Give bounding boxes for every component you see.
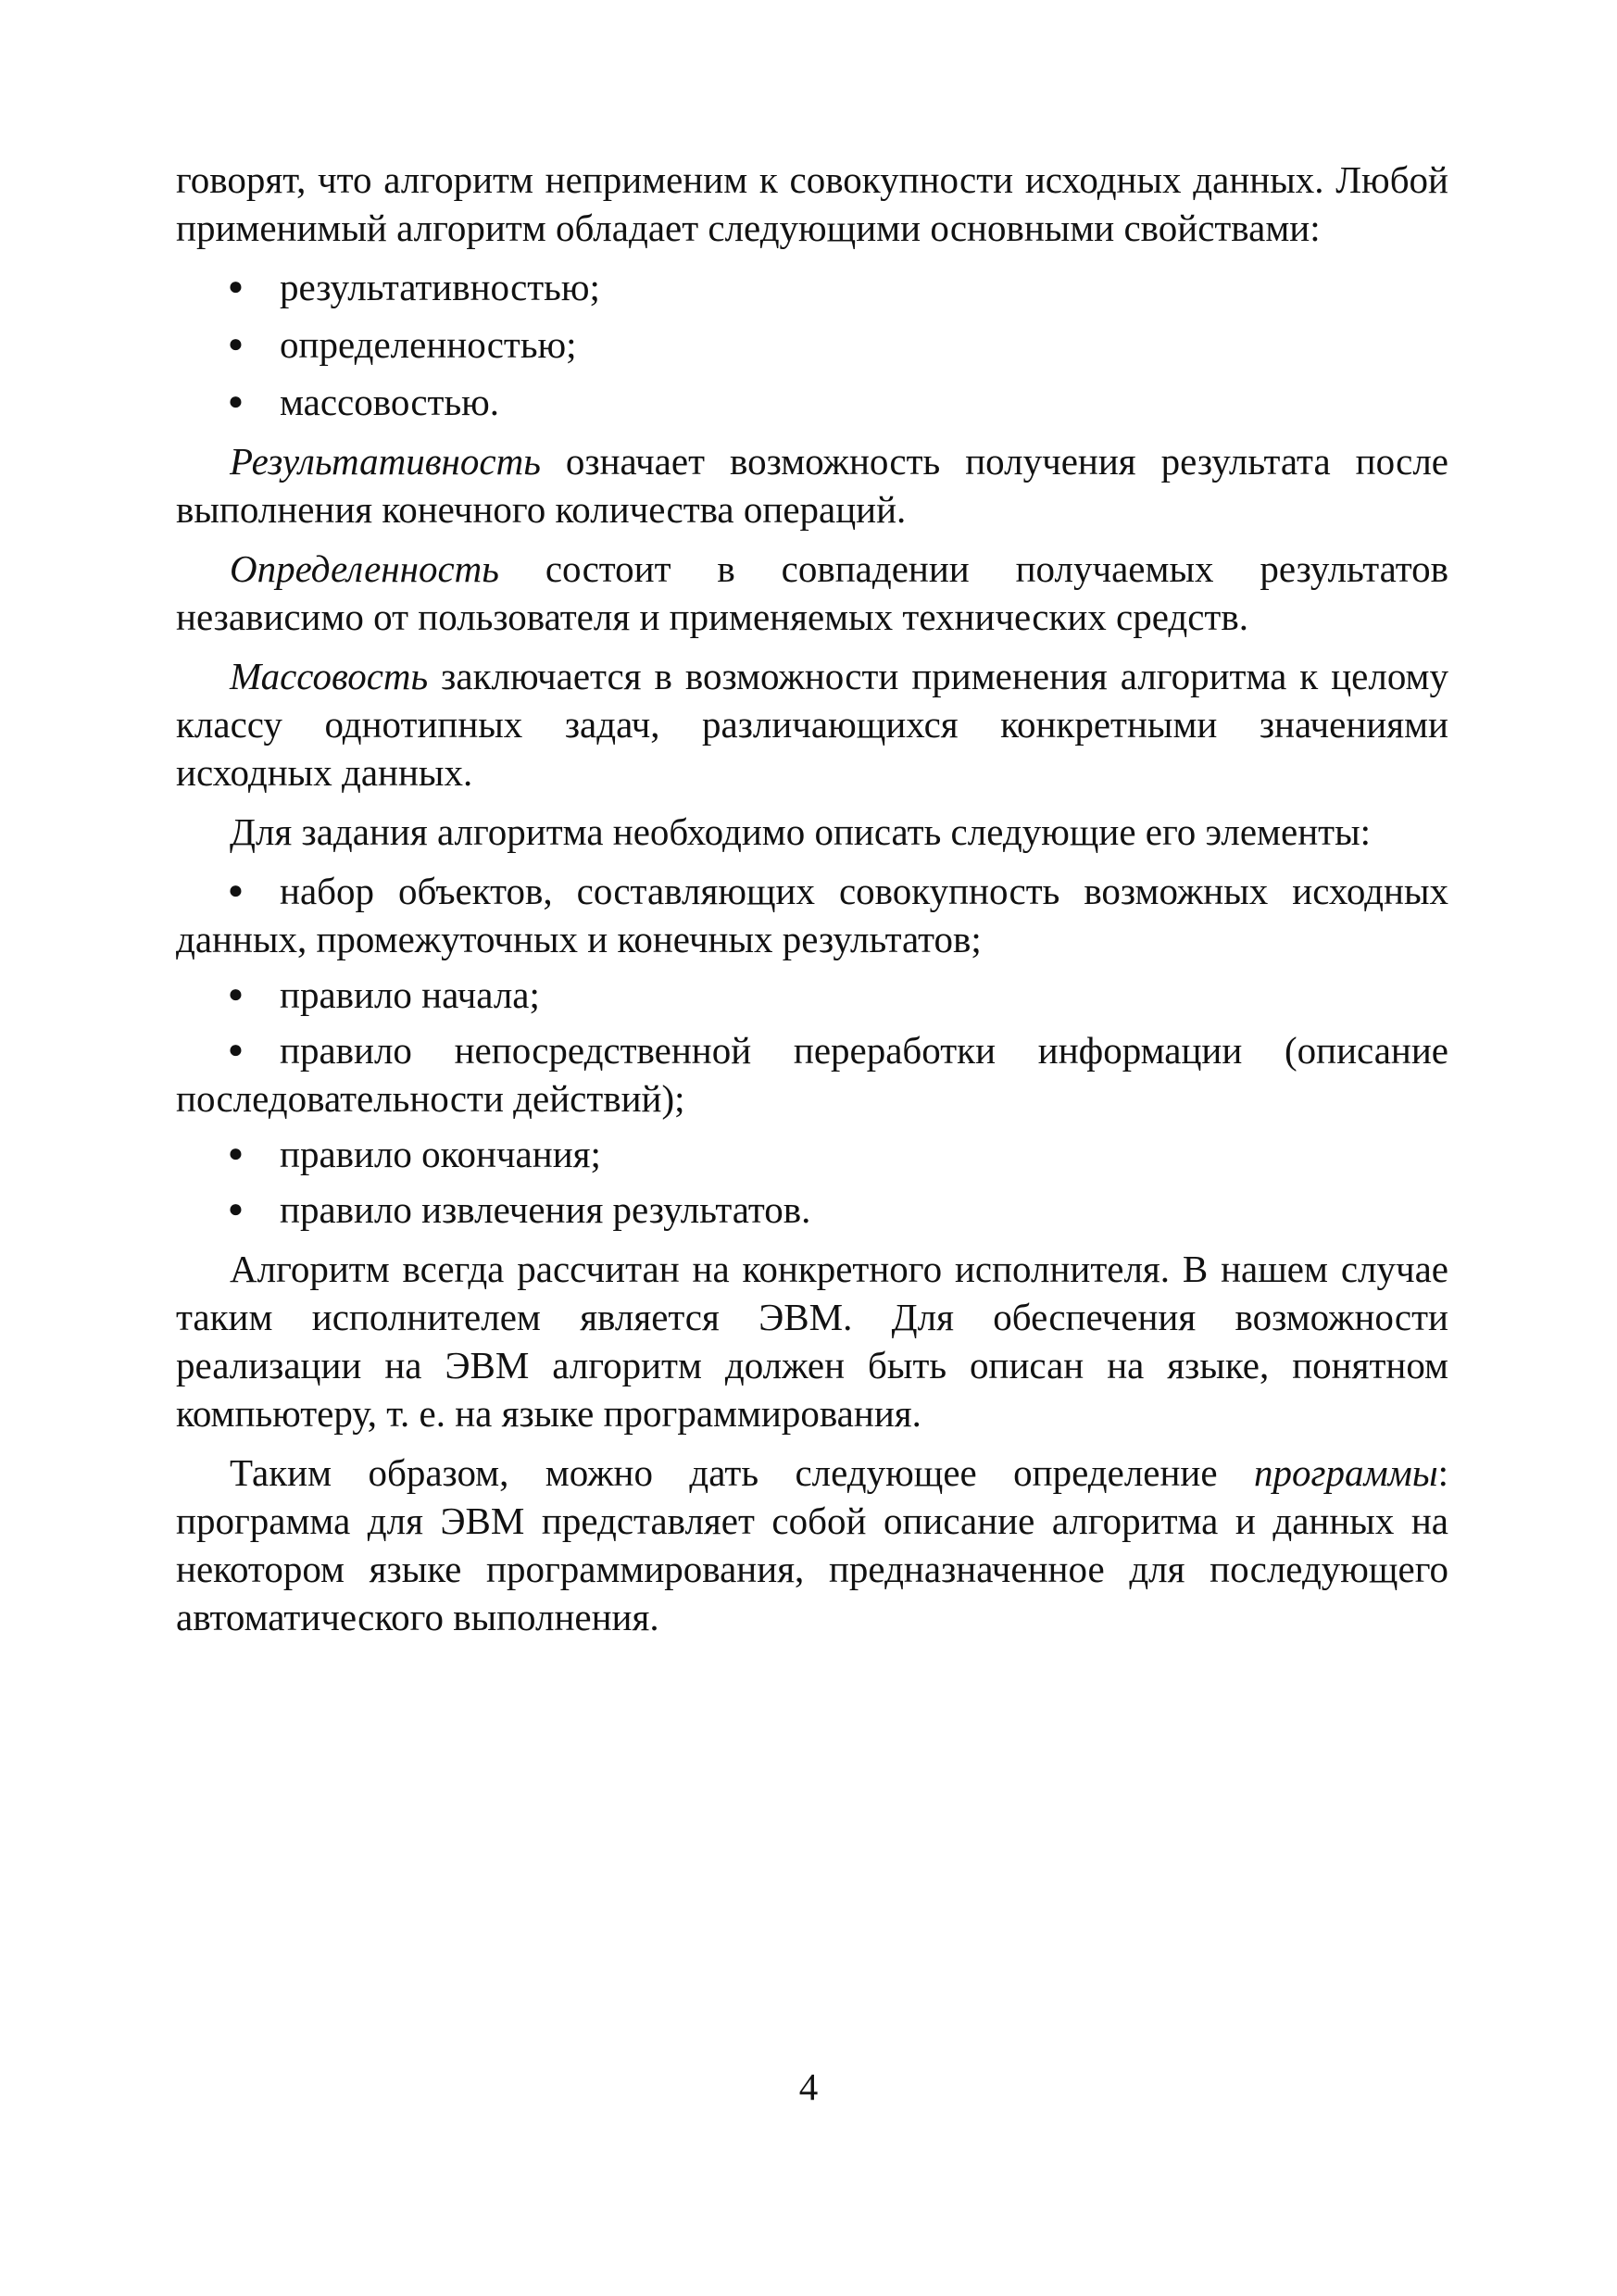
paragraph-text: Таким образом, можно дать следующее определение xyxy=(230,1451,1254,1494)
paragraph-elements: Для задания алгоритма необходимо описать следующие его элементы: xyxy=(230,810,1372,853)
page-body xyxy=(176,156,1448,1641)
list-item xyxy=(176,1186,1448,1234)
list-item xyxy=(176,1026,1448,1123)
bullet-icon: ● xyxy=(228,876,244,905)
term-determinacy: Определенность xyxy=(230,547,499,590)
list-item xyxy=(176,263,1448,311)
list-item-text: правило извлечения результатов. xyxy=(280,1188,811,1231)
list-item xyxy=(176,320,1448,369)
paragraph-text: состоит в совпадении получаемых результатов независимо от пользователя и применяемых технических средств. xyxy=(176,547,1448,638)
list-item xyxy=(176,378,1448,426)
paragraph-text: заключается в возможности применения алгоритма к целому классу однотипных задач, различающихся конкретными значениями исходных данных. xyxy=(176,655,1448,794)
list-item xyxy=(176,971,1448,1019)
list-item-text: массовостью. xyxy=(280,381,500,423)
paragraph-resultativity xyxy=(176,437,1448,533)
term-resultativity: Результативность xyxy=(230,440,541,483)
paragraph-executor: Алгоритм всегда рассчитан на конкретного исполнителя. В нашем случае таким исполнителем является ЭВМ. Для обеспечения возможности реализации на ЭВМ алгоритм должен быть описан на языке, понятном компьютеру, т. е. на языке программирования. xyxy=(176,1248,1448,1435)
paragraph-text: означает возможность получения результата после выполнения конечного количества операций. xyxy=(176,440,1448,531)
bullet-icon: ● xyxy=(228,980,244,1009)
list-item-text: правило непосредственной переработки информации (описание последовательности действий); xyxy=(176,1029,1448,1120)
paragraph-determinacy xyxy=(176,545,1448,641)
term-massiveness: Массовость xyxy=(230,655,429,697)
paragraph-intro: говорят, что алгоритм неприменим к совокупности исходных данных. Любой применимый алгоритм обладает следующими основными свойствами: xyxy=(176,158,1448,249)
paragraph-text: : программа для ЭВМ представляет собой описание алгоритма и данных на некотором языке программирования, предназначенное для последующего автоматического выполнения. xyxy=(176,1451,1448,1638)
elements-list xyxy=(176,867,1448,1234)
list-item xyxy=(176,867,1448,963)
bullet-icon: ● xyxy=(228,1139,244,1168)
paragraph-massiveness xyxy=(176,652,1448,797)
properties-list xyxy=(176,263,1448,426)
term-program: программы xyxy=(1254,1451,1438,1494)
list-item xyxy=(176,1130,1448,1178)
list-item-text: результативностью; xyxy=(280,266,600,308)
bullet-icon: ● xyxy=(228,272,244,301)
bullet-icon: ● xyxy=(228,1035,244,1064)
list-item-text: определенностью; xyxy=(280,323,577,366)
list-item-text: правило окончания; xyxy=(280,1133,601,1175)
paragraph-program-definition xyxy=(176,1449,1448,1641)
bullet-icon: ● xyxy=(228,387,244,416)
list-item-text: набор объектов, составляющих совокупность возможных исходных данных, промежуточных и конечных результатов; xyxy=(176,870,1448,960)
page-number: 4 xyxy=(798,2065,819,2108)
bullet-icon: ● xyxy=(228,330,244,358)
bullet-icon: ● xyxy=(228,1195,244,1223)
list-item-text: правило начала; xyxy=(280,973,540,1016)
